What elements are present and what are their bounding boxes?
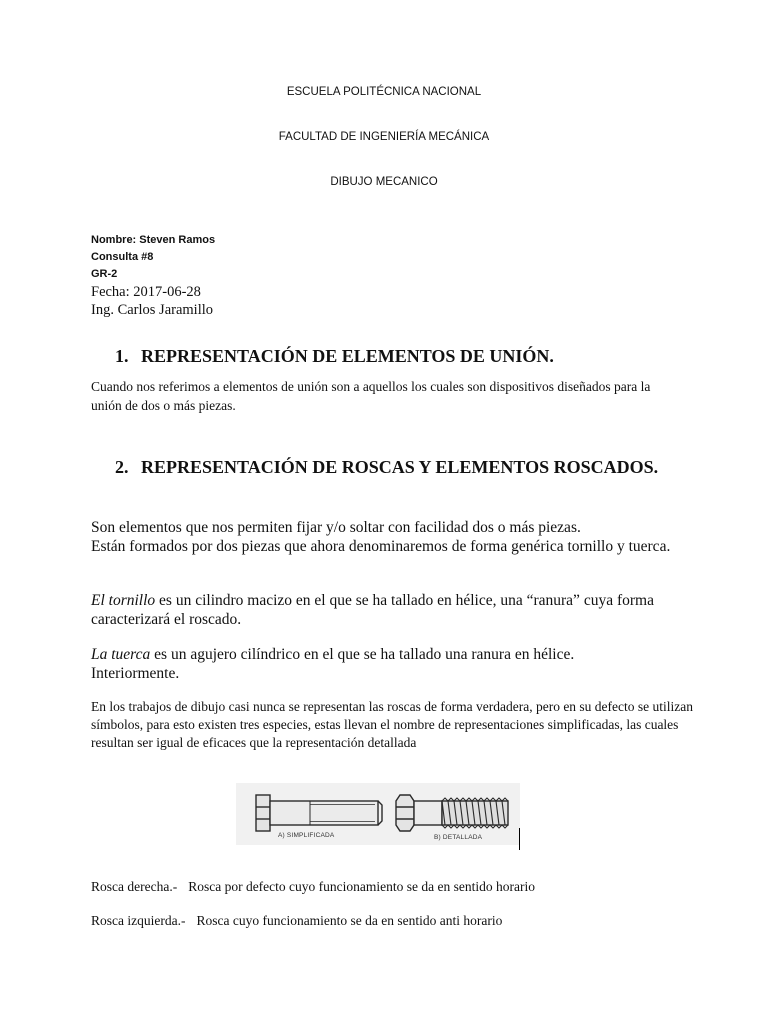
student-name: Nombre: Steven Ramos	[91, 234, 216, 246]
thread-figure	[236, 783, 520, 845]
tuerca-term: La tuerca	[91, 646, 151, 663]
drawing-paragraph: En los trabajos de dibujo casi nunca se representan las roscas de forma verdadera, pero en su defecto se utilizan símbolos, para esto existen tres especies, estas llevan el nombre de representaciones simplificadas, las cuales resultan ser igual de eficaces que la representación detallada	[91, 699, 694, 750]
section2-intro	[91, 518, 691, 556]
meta-block	[91, 232, 215, 319]
bolt-simplified-drawing	[256, 795, 382, 831]
section1-title: REPRESENTACIÓN DE ELEMENTOS DE UNIÓN.	[141, 346, 554, 366]
thread-left-line	[91, 912, 502, 930]
label-detailed: B) DETALLADA	[434, 834, 483, 841]
tuerca-paragraph	[91, 645, 651, 683]
tornillo-paragraph	[91, 591, 691, 629]
section1-body: Cuando nos referimos a elementos de unión son a aquellos los cuales son dispositivos diseñados para la unión de dos o más piezas.	[91, 379, 651, 413]
tornillo-text: es un cilindro macizo en el que se ha tallado en hélice, una “ranura” cuya forma caracterizará el roscado.	[91, 592, 654, 628]
section2-intro-line1: Son elementos que nos permiten fijar y/o soltar con facilidad dos o más piezas.	[91, 519, 581, 536]
thread-right-term: Rosca derecha.-	[91, 879, 178, 894]
assignment-number: Consulta #8	[91, 251, 154, 263]
bolt-detailed-drawing	[396, 795, 508, 831]
subject-name: DIBUJO MECANICO	[330, 176, 438, 188]
tornillo-term: El tornillo	[91, 592, 156, 609]
section1-number: 1.	[115, 346, 129, 366]
section2-heading	[115, 457, 658, 478]
section2-intro-line2: Están formados por dos piezas que ahora denominaremos de forma genérica tornillo y tuerca.	[91, 538, 671, 555]
thread-left-term: Rosca izquierda.-	[91, 913, 186, 928]
thread-left-desc: Rosca cuyo funcionamiento se da en sentido anti horario	[196, 913, 503, 928]
teacher-name: Ing. Carlos Jaramillo	[91, 302, 214, 318]
tuerca-text: es un agujero cilíndrico en el que se ha tallado una ranura en hélice. Interiormente.	[91, 646, 575, 682]
label-simplified: A) SIMPLIFICADA	[278, 832, 335, 839]
section1-heading	[115, 346, 554, 367]
thread-right-desc: Rosca por defecto cuyo funcionamiento se da en sentido horario	[188, 879, 535, 894]
section2-number: 2.	[115, 457, 129, 477]
date-line: Fecha: 2017-06-28	[91, 284, 201, 300]
faculty-name: FACULTAD DE INGENIERÍA MECÁNICA	[278, 131, 490, 143]
section2-title: REPRESENTACIÓN DE ROSCAS Y ELEMENTOS ROSCADOS.	[141, 457, 659, 477]
group-code: GR-2	[91, 268, 118, 280]
school-name: ESCUELA POLITÉCNICA NACIONAL	[286, 86, 482, 98]
text-cursor	[519, 828, 520, 850]
thread-right-line	[91, 878, 535, 896]
